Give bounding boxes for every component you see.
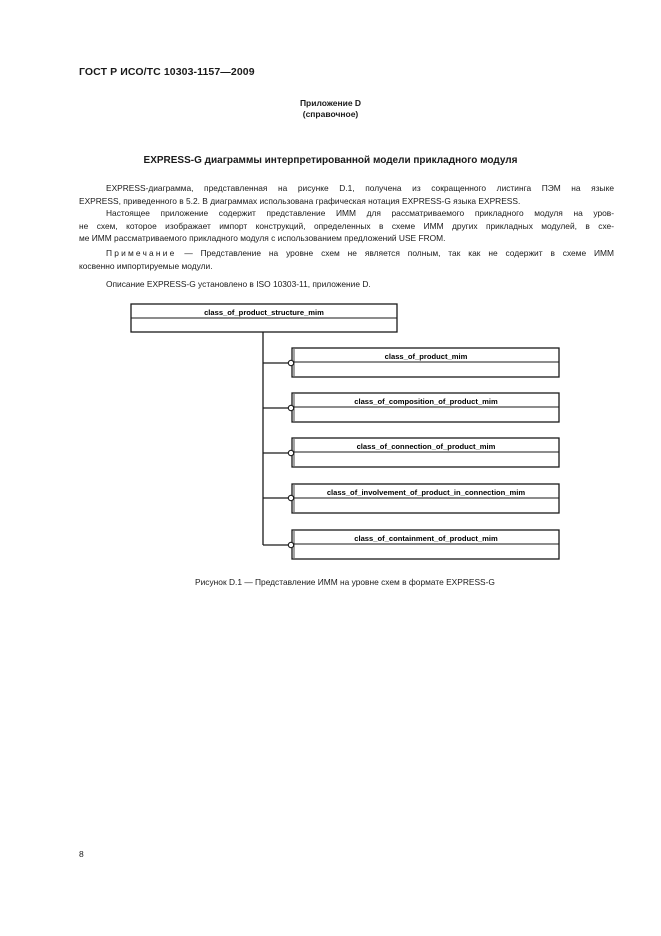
paragraph-3-line-1: Описание EXPRESS-G установлено в ISO 10303-11, приложение D.: [106, 279, 371, 289]
imported-schema-box: [288, 438, 559, 467]
page-number: 8: [79, 849, 84, 859]
paragraph-2-line-2: не схем, которое изображает импорт конструкций, определенных в схеме ИММ других прикладных модулей, в схе-: [79, 220, 614, 231]
paragraph-2-line-1: Настоящее приложение содержит представление ИММ для рассматриваемого прикладного модуля на уров-: [106, 208, 614, 218]
imported-schema-label: class_of_involvement_of_product_in_connection_mim: [326, 488, 526, 497]
standard-id: ГОСТ Р ИСО/ТС 10303-1157—2009: [79, 66, 255, 78]
imported-schema-label: class_of_containment_of_product_mim: [354, 534, 498, 543]
root-schema-box: [131, 304, 397, 332]
appendix-status: (справочное): [302, 109, 359, 119]
imported-schema-box: [288, 393, 559, 422]
imported-schema-box: [288, 348, 559, 377]
note-line-2: косвенно импортируемые модули.: [79, 260, 213, 271]
imported-schema-label: class_of_connection_of_product_mim: [356, 442, 496, 451]
imported-schema-box: [288, 530, 559, 559]
note-lead: Примечание: [106, 248, 177, 258]
imported-schema-box: [288, 484, 559, 513]
imported-schema-label: class_of_composition_of_product_mim: [354, 397, 498, 406]
figure-caption: Рисунок D.1 — Представление ИММ на уровне схем в формате EXPRESS-G: [195, 577, 495, 587]
paragraph-2-line-3: ме ИММ рассматриваемого прикладного модуля с использованием предложений USE FROM.: [79, 233, 446, 243]
page-title: EXPRESS-G диаграммы интерпретированной модели прикладного модуля: [143, 155, 518, 166]
paragraph-1-line-2: EXPRESS, приведенного в 5.2. В диаграммах использована графическая нотация EXPRESS-G языка EXPRESS.: [79, 195, 521, 206]
imported-schema-label: class_of_product_mim: [384, 352, 468, 361]
appendix-label: Приложение D: [299, 98, 362, 108]
paragraph-1-line-1: EXPRESS-диаграмма, представленная на рисунке D.1, получена из сокращенного листинга ПЭМ на языке: [106, 183, 614, 193]
note-text: — Представление на уровне схем не является полным, так как не содержит в схеме ИММ: [176, 248, 614, 258]
connector-lines: [263, 332, 289, 545]
root-schema-label: class_of_product_structure_mim: [204, 308, 324, 317]
